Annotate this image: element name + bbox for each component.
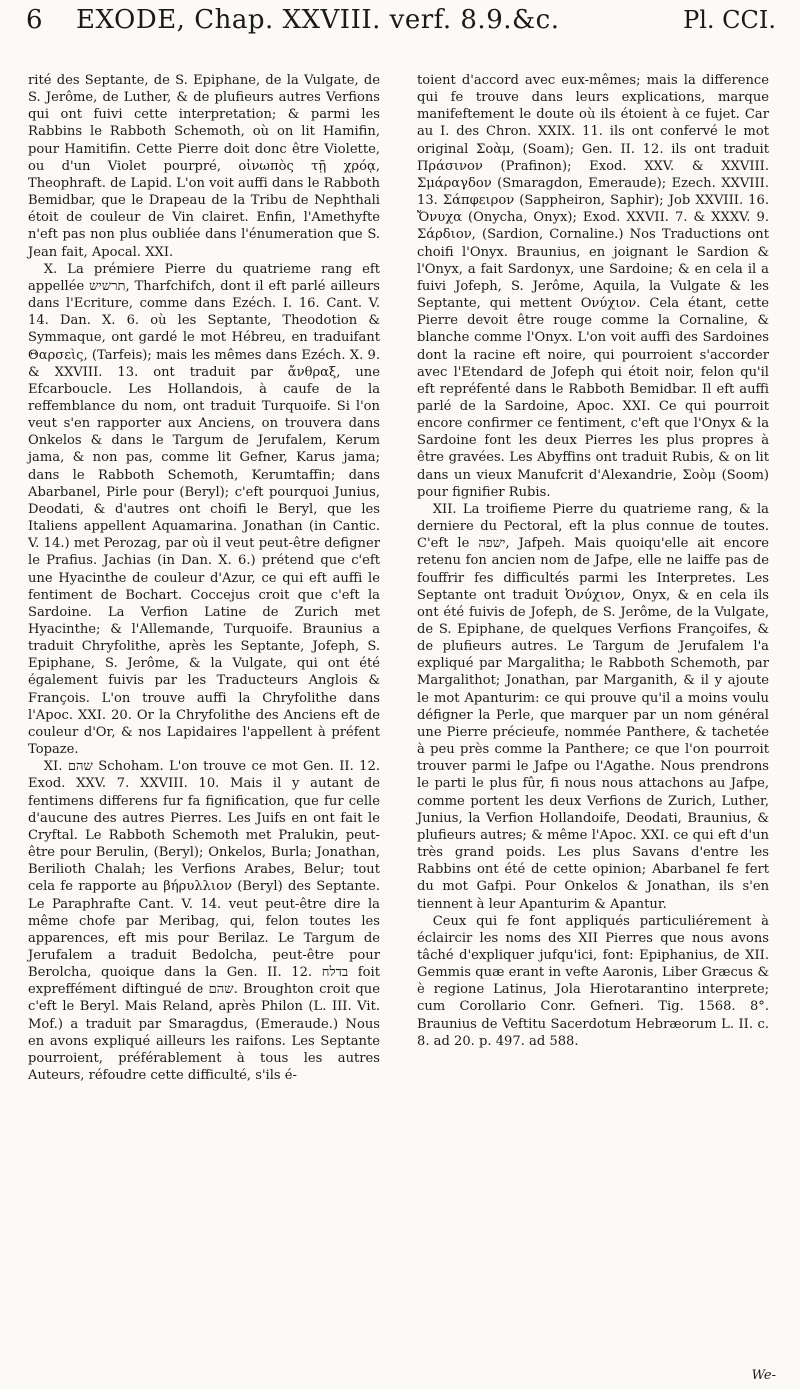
page-number: 6 [26,5,43,35]
running-header [26,5,776,55]
paragraph: X. La prémiere Pierre du quatrieme rang eft appellée תרשיש, Tharfchifch, dont il eft parlé ailleurs dans l'Ecriture, comme dans Ezéch. I. 16. Cant. V. 14. Dan. X. 6. où les Septante, Theodotion & Symmaque, ont gardé le mot Hébreu, en traduifant Θαρσεὶς, (Tarfeis); mais les mêmes dans Ezéch. X. 9. & XXVIII. 13. ont traduit par ἄνθραξ, une Efcarboucle. Les Hollandois, à caufe de la reffemblance du nom, ont traduit Turquoife. Si l'on veut s'en rapporter aux Anciens, on trouvera dans Onkelos & dans le Targum de Jerufalem, Kerum jama, & non pas, comme lit Gefner, Karus jama; dans le Rabboth Schemoth, Kerumtaffin; dans Abarbanel, Pirle pour (Beryl); c'eft pourquoi Junius, Deodati, & d'autres ont choifi le Beryl, que les Italiens appellent Aquamarina. Jonathan (in Cantic. V. 14.) met Perozag, par où il veut peut-être defigner le Prafius. Jachias (in Dan. X. 6.) prétend que c'eft une Hyacinthe de couleur d'Azur, ce qui eft auffi le fentiment de Bochart. Coccejus croit que c'eft la Sardoine. La Verfion Latine de Zurich met Hyacinthe; & l'Allemande, Turquoife. Braunius a traduit Chryfolithe, après les Septante, Jofeph, S. Epiphane, S. Jerôme, & la Vulgate, qui ont été également fuivis par les Traducteurs Anglois & François. L'on trouve auffi la Chryfolithe dans l'Apoc. XXI. 20. Or la Chryfolithe des Anciens eft de couleur d'Or, & nos Lapidaires l'appellent à préfent Topaze. [28,261,380,758]
left-column [28,72,380,1084]
paragraph: XII. La troifieme Pierre du quatrieme rang, & la derniere du Pectoral, eft la plus connue de toutes. C'eft le ישפה, Jafpeh. Mais quoiqu'elle ait encore retenu fon ancien nom de Jafpe, elle ne laiffe pas de fouffrir fes difficultés parmi les Interpretes. Les Septante ont traduit Ὀνύχιον, Onyx, & en cela ils ont été fuivis de Jofeph, de S. Jerôme, de la Vulgate, de S. Epiphane, de quelques Verfions Françoifes, & de plufieurs autres. Le Targum de Jerufalem l'a expliqué par Margalitha; le Rabboth Schemoth, par Margalithot; Jonathan, par Marganith, & il y ajoute le mot Apanturim: ce qui prouve qu'il a moins voulu défigner la Perle, que marquer par un nom général une Pierre précieufe, nommée Panthere, & tachetée à peu près comme la Panthere; ce que l'on pourroit trouver parmi le Jafpe ou l'Agathe. Nous prendrons le parti le plus fûr, fi nous nous attachons au Jafpe, comme portent les deux Verfions de Zurich, Luther, Junius, la Verfion Hollandoife, Deodati, Braunius, & plufieurs autres; & même l'Apoc. XXI. ce qui eft d'un très grand poids. Les plus Savans d'entre les Rabbins ont été de cette opinion; Abarbanel fe fert du mot Gafpi. Pour Onkelos & Jonathan, ils s'en tiennent à leur Apanturim & Apantur. [417,501,769,912]
catchword: We- [751,1368,776,1383]
right-column [417,72,769,1050]
paragraph: XI. שהם Schoham. L'on trouve ce mot Gen. II. 12. Exod. XXV. 7. XXVIII. 10. Mais il y autant de fentimens differens fur fa fignification, que fur celle d'aucune des autres Pierres. Les Juifs en ont fait le Cryftal. Le Rabboth Schemoth met Pralukin, peut-être pour Berulin, (Beryl); Onkelos, Burla; Jonathan, Berilioth Chalah; les Verfions Arabes, Belur; tout cela fe rapporte au βήρυλλιον (Beryl) des Septante. Le Paraphrafte Cant. V. 14. veut peut-être dire la même chofe par Meribag, qui, felon toutes les apparences, eft mis pour Berilaz. Le Targum de Jerufalem a traduit Bedolcha, peut-être pour Berolcha, quoique dans la Gen. II. 12. בדלח foit expreffément diftingué de שהם. Broughton croit que c'eft le Beryl. Mais Reland, après Philon (L. III. Vit. Mof.) a traduit par Smaragdus, (Emeraude.) Nous en avons expliqué ailleurs les raifons. Les Septante pourroient, préférablement à tous les autres Auteurs, réfoudre cette difficulté, s'ils é- [28,759,380,1084]
paragraph: toient d'accord avec eux-mêmes; mais la difference qui fe trouve dans leurs explications, marque manifeftement le doute où ils étoient à ce fujet. Car au I. des Chron. XXIX. 11. ils ont confervé le mot original Σοὰμ, (Soam); Gen. II. 12. ils ont traduit Πράσινον (Prafinon); Exod. XXV. & XXVIII. Σμάραγδον (Smaragdon, Emeraude); Ezech. XXVIII. 13. Σάπφειρον (Sappheiron, Saphir); Job XXVIII. 16. Ὄνυχα (Onycha, Onyx); Exod. XXVII. 7. & XXXV. 9. Σάρδιον, (Sardion, Cornaline.) Nos Traductions ont choifi l'Onyx. Braunius, en joignant le Sardion & l'Onyx, a fait Sardonyx, une Sardoine; & en cela il a fuivi Jofeph, S. Jerôme, Aquila, la Vulgate & les Septante, qui mettent Ονύχιον. Cela étant, cette Pierre devoit être rouge comme la Cornaline, & blanche comme l'Onyx. L'on voit auffi des Sardoines dont la racine eft noire, qui pourroient s'accorder avec l'Etendard de Jofeph qui étoit noir, felon qu'il eft repréfenté dans le Rabboth Bemidbar. Il eft auffi parlé de la Sardoine, Apoc. XXI. Ce qui pourroit encore confirmer ce fentiment, c'eft que l'Onyx & la Sardoine font les deux Pierres les plus propres à être gravées. Les Abyffins ont traduit Rubis, & on lit dans un vieux Manufcrit d'Alexandrie, Σοὸμ (Soom) pour fignifier Rubis. [417,73,769,500]
running-title: EXODE, Chap. XXVIII. verf. 8.9.&c. [76,5,560,35]
plate-reference: Pl. CCI. [683,6,776,34]
paragraph: Ceux qui fe font appliqués particuliérement à éclaircir les noms des XII Pierres que nous avons tâché d'expliquer jufqu'ici, font: Epiphanius, de XII. Gemmis quæ erant in vefte Aaronis, Liber Græcus & è regione Latinus, Jola Hierotarantino interprete; cum Corollario Conr. Gefneri. Tig. 1568. 8°. Braunius de Veftitu Sacerdotum Hebræorum L. II. c. 8. ad 20. p. 497. ad 588. [417,913,769,1049]
paragraph: rité des Septante, de S. Epiphane, de la Vulgate, de S. Jerôme, de Luther, & de plufieurs autres Verfions qui ont fuivi cette interpretation; & parmi les Rabbins le Rabboth Schemoth, où on lit Hamifin, pour Hamitifin. Cette Pierre doit donc être Violette, ou d'un Violet pourpré, οἰνωπὸς τῇ χρόᾳ, Theophraft. de Lapid. L'on voit auffi dans le Rabboth Bemidbar, que le Drapeau de la Tribu de Nephthali étoit de couleur de Vin clairet. Enfin, l'Amethyfte n'eft pas non plus oubliée dans l'énumeration que S. Jean fait, Apocal. XXI. [28,73,380,260]
